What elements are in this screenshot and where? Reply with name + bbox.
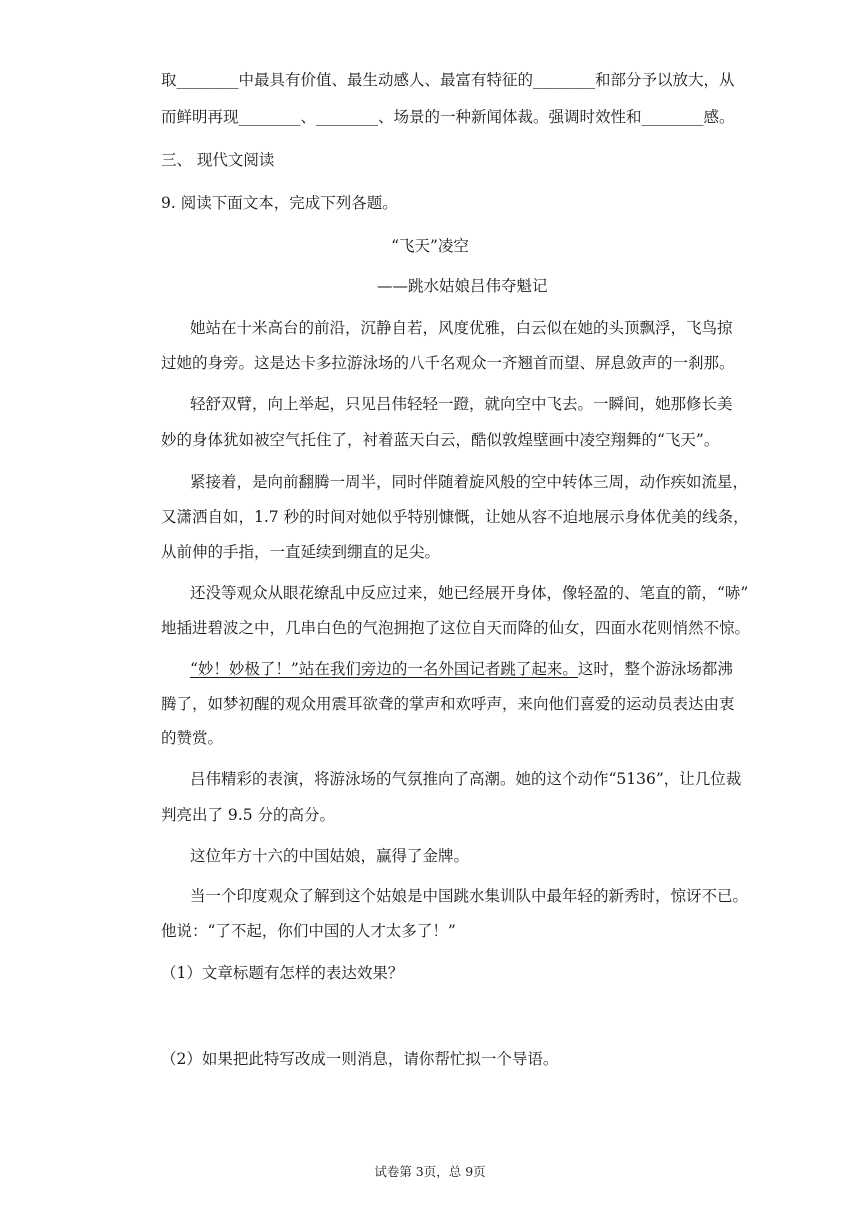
article-subtitle: ——跳水姑娘吕伟夺魁记 (377, 277, 548, 295)
paragraph-1-line-2: 过她的身旁。这是达卡多拉游泳场的八千名观众一齐翘首而望、屏息敛声的一刹那。 (161, 354, 735, 372)
paragraph-1-line-1: 她站在十米高台的前沿，沉静自若，风度优雅，白云似在她的头顶飘浮，飞鸟掠 (190, 319, 733, 337)
paragraph-4-line-2: 地插进碧波之中，几串白色的气泡拥抱了这位自天而降的仙女，四面水花则悄然不惊。 (161, 619, 751, 637)
sub-question-1: （1）文章标题有怎样的表达效果？ (161, 964, 404, 982)
paragraph-2-line-2: 妙的身体犹如被空气托住了，衬着蓝天白云，酷似敦煌壁画中凌空翔舞的“飞天”。 (161, 431, 720, 449)
paragraph-6-line-1: 吕伟精彩的表演，将游泳场的气氛推向了高潮。她的这个动作“5136”，让几位裁 (190, 770, 742, 788)
sub-question-2: （2）如果把此特写改成一则消息，请你帮忙拟一个导语。 (161, 1050, 559, 1068)
paragraph-8-line-1: 当一个印度观众了解到这个姑娘是中国跳水集训队中最年轻的新秀时，惊讶不已。 (190, 887, 749, 905)
paragraph-4-line-1: 还没等观众从眼花缭乱中反应过来，她已经展开身体，像轻盈的、笔直的箭，“哧” (190, 584, 749, 602)
paragraph-8-line-2: 他说：“了不起，你们中国的人才太多了！” (161, 922, 456, 940)
article-title: “飞天”凌空 (391, 237, 469, 255)
paragraph-2-line-1: 轻舒双臂，向上举起，只见吕伟轻轻一蹬，就向空中飞去。一瞬间，她那修长美 (190, 395, 733, 413)
fill-in-line-1: 取________中最具有价值、最生动感人、最富有特征的________和部分予以放大，从 (161, 71, 735, 89)
paragraph-6-line-2: 判亮出了 9.5 分的高分。 (161, 806, 336, 824)
paragraph-5-line-1 (190, 659, 733, 679)
paragraph-3-line-1: 紧接着，是向前翻腾一周半，同时伴随着旋风般的空中转体三周，动作疾如流星， (190, 473, 749, 491)
question-prompt: 9. 阅读下面文本，完成下列各题。 (161, 194, 398, 212)
paragraph-3-line-2: 又潇洒自如，1.7 秒的时间对她似乎特别慷慨，让她从容不迫地展示身体优美的线条， (161, 508, 749, 526)
underlined-quote: “妙！妙极了！”站在我们旁边的一名外国记者跳了起来。 (190, 660, 578, 678)
section-heading: 三、 现代文阅读 (161, 151, 275, 169)
paragraph-7-line-1: 这位年方十六的中国姑娘，赢得了金牌。 (190, 847, 470, 865)
paragraph-3-line-3: 从前伸的手指，一直延续到绷直的足尖。 (161, 543, 441, 561)
page-footer: 试卷第 3页，总 9页 (374, 1164, 486, 1179)
paragraph-5-line-3: 的赞赏。 (161, 729, 224, 747)
paragraph-5-line-2: 腾了，如梦初醒的观众用震耳欲聋的掌声和欢呼声，来向他们喜爱的运动员表达由衷 (161, 695, 735, 713)
fill-in-line-2: 而鲜明再现________、________、场景的一种新闻体裁。强调时效性和________感。 (161, 108, 735, 126)
paragraph-5-line-1-rest: 这时，整个游泳场都沸 (577, 660, 733, 678)
